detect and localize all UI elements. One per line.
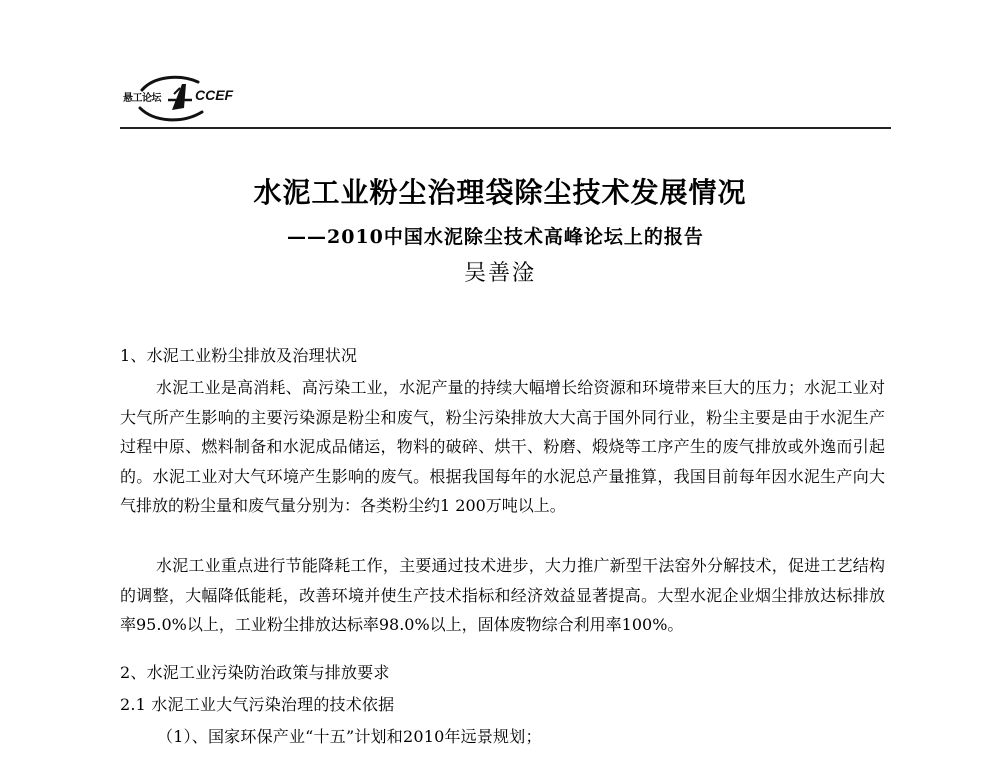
paper-subtitle: ——2010中国水泥除尘技术高峰论坛上的报告 bbox=[287, 226, 704, 248]
ccef-logo bbox=[120, 70, 250, 130]
header-rule bbox=[120, 127, 891, 129]
paper-title: 水泥工业粉尘治理袋除尘技术发展情况 bbox=[253, 176, 747, 209]
logo-left-text: 悬工论坛 bbox=[123, 93, 161, 104]
paper-author: 吴善淦 bbox=[463, 261, 536, 286]
section-1-heading: 1、水泥工业粉尘排放及治理状况 bbox=[120, 346, 358, 365]
section-2-1-heading: 2.1 水泥工业大气污染治理的技术依据 bbox=[120, 695, 395, 714]
paragraph-2: 水泥工业重点进行节能降耗工作，主要通过技术进步，大力推广新型干法窑外分解技术，促进工艺结构的调整，大幅降低能耗，改善环境并使生产技术指标和经济效益显著提高。大型水泥企业烟尘排放达标排放率95.0%以上，工业粉尘排放达标率98.0%以上，固体废物综合利用率100%。 bbox=[120, 556, 885, 634]
paragraph-1: 水泥工业是高消耗、高污染工业，水泥产量的持续大幅增长给资源和环境带来巨大的压力；水泥工业对大气所产生影响的主要污染源是粉尘和废气，粉尘污染排放大大高于国外同行业，粉尘主要是由于水泥生产过程中原、燃料制备和水泥成品储运，物料的破碎、烘干、粉磨、煅烧等工序产生的废气排放或外逸而引起的。水泥工业对大气环境产生影响的废气。根据我国每年的水泥总产量推算，我国目前每年因水泥生产向大气排放的粉尘量和废气量分别为：各类粉尘约1 200万吨以上。 bbox=[120, 378, 885, 515]
section-2-heading: 2、水泥工业污染防治政策与排放要求 bbox=[120, 663, 390, 682]
list-item-1: （1）、国家环保产业“十五”计划和2010年远景规划； bbox=[157, 727, 542, 746]
logo-right-text: CCEF bbox=[195, 87, 234, 103]
